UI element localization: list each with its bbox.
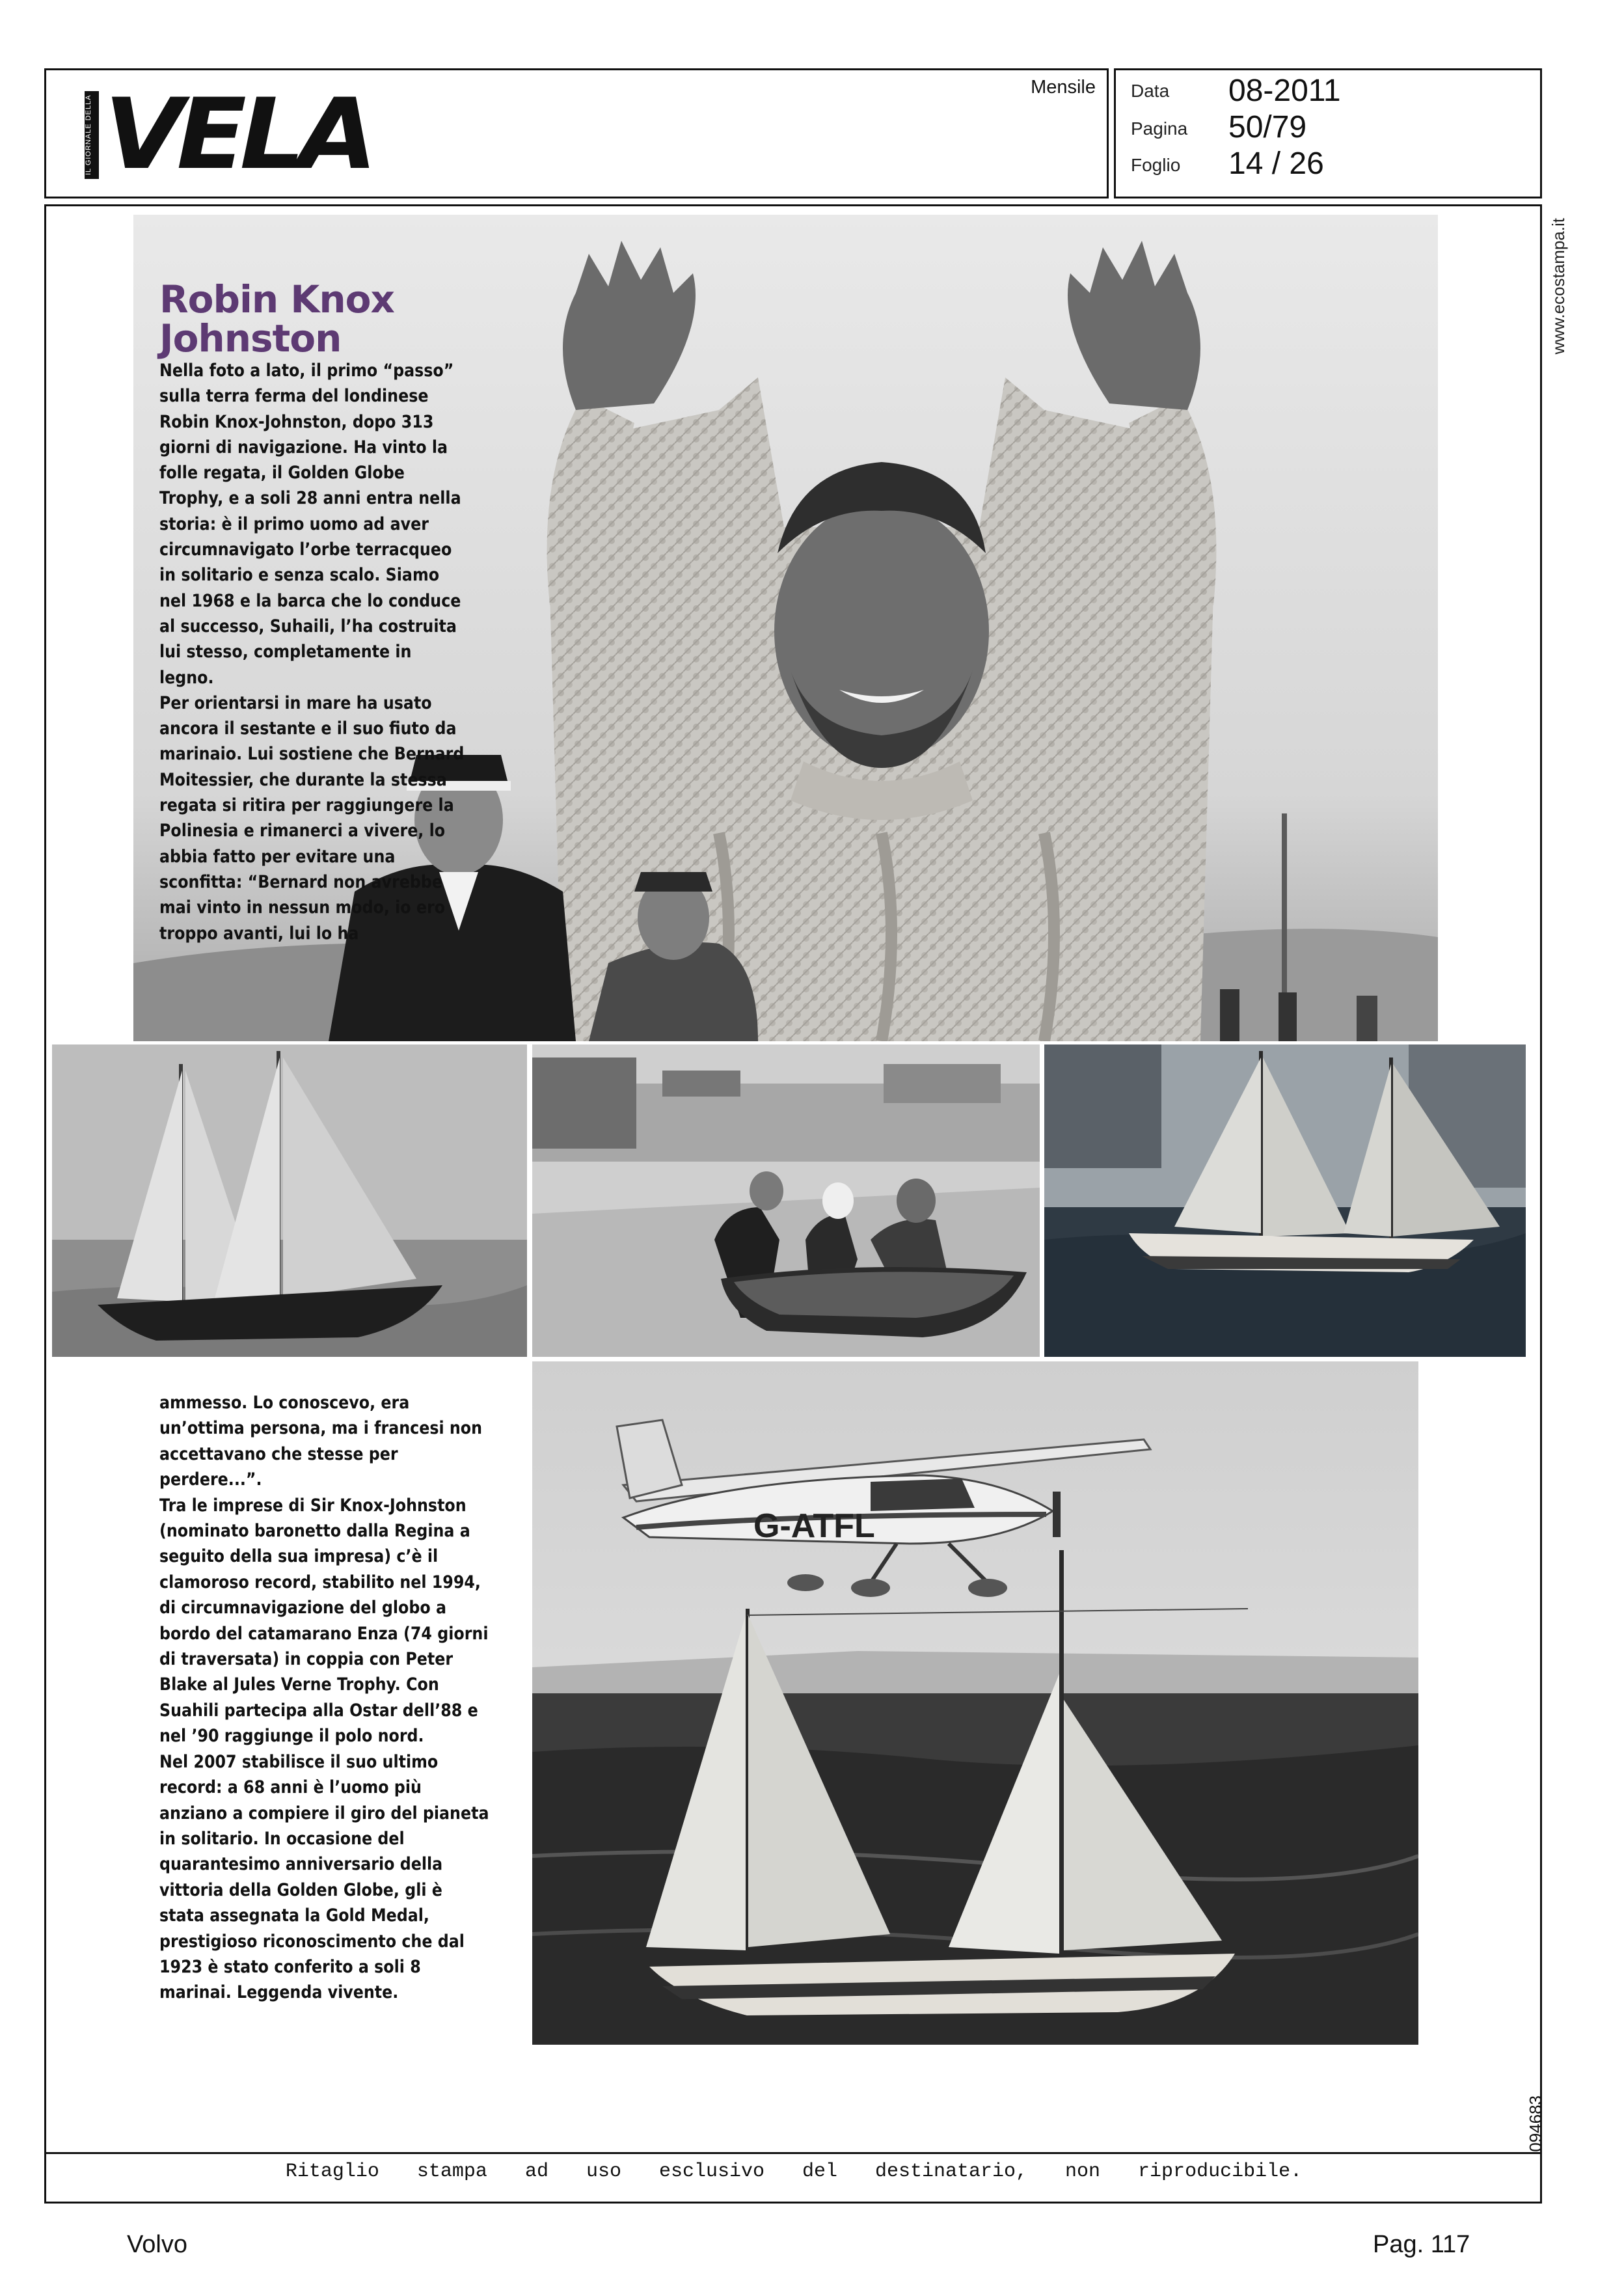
foglio-label: Foglio <box>1131 155 1181 175</box>
article-paragraph: Tra le imprese di Sir Knox-Johnston (nominato baronetto dalla Regina a seguito della sua impresa) c’è il clamoroso record, stabilito nel 1994, di circumnavigazione del globo a bordo del catamarano Enza (74 giorni di traversata) in coppia con Peter Blake al Jules Verne Trophy. Con Suahili partecipa alla Ostar dell’88 e nel ’90 raggiunge il polo nord. <box>159 1495 489 1747</box>
photo-dinghy-shore <box>532 1044 1040 1357</box>
photo-yacht-harbour <box>1044 1044 1526 1357</box>
pagina-value: 50/79 <box>1228 110 1307 144</box>
article-paragraph: Nel 2007 stabilisce il suo ultimo record: a 68 anni è l’uomo più anziano a compiere il giro del pianeta in solitario. In occasione del quarantesimo anniversario della vittoria della Golden Globe, gli è stata assegnata la Gold Medal, prestigioso riconoscimento che dal 1923 è stato conferito a soli 8 marinai. Leggenda vivente. <box>159 1751 489 2003</box>
client-label: Volvo <box>127 2231 187 2258</box>
data-label: Data <box>1131 81 1170 101</box>
logo-side-text: IL GIORNALE DELLA <box>85 91 99 179</box>
vela-logo <box>85 78 371 191</box>
data-value: 08-2011 <box>1228 74 1341 108</box>
clipping-notice: Ritaglio stampa ad uso esclusivo del destinatario, non riproducibile. <box>285 2161 1303 2183</box>
footer-rule <box>44 2152 1542 2154</box>
photo-ketch-sailing <box>52 1044 527 1357</box>
page-number: Pag. 117 <box>1373 2231 1470 2258</box>
article-paragraph: Per orientarsi in mare ha usato ancora il sestante e il suo fiuto da marinaio. Lui sostiene che Bernard Moitessier, che durante la stessa regata si ritira per raggiungere la Polinesia e rimanerci a vivere, lo abbia fatto per evitare una sconfitta: “Bernard non avrebbe mai vinto in nessun modo, io ero troppo avanti, lui lo ha <box>159 692 465 944</box>
side-url: www.ecostampa.it <box>1549 218 1568 355</box>
article-column-2 <box>159 1390 491 2006</box>
plane-registration: G-ATFL <box>753 1507 875 1545</box>
photo-plane-over-yacht <box>532 1361 1418 2045</box>
article-title-line2: Johnston <box>159 316 342 361</box>
article-paragraph: Nella foto a lato, il primo “passo” sulla terra ferma del londinese Robin Knox-Johnston, dopo 313 giorni di navigazione. Ha vinto la folle regata, il Golden Globe Trophy, e a soli 28 anni entra nella storia: è il primo uomo ad aver circumnavigato l’orbe terracqueo in solitario e senza scalo. Siamo nel 1968 e la barca che lo conduce al successo, Suhaili, l’ha costruita lui stesso, completamente in legno. <box>159 361 461 688</box>
logo-text: VELA <box>104 78 371 191</box>
article-title <box>159 277 394 361</box>
article-title-line1: Robin Knox <box>159 277 394 321</box>
side-code: 094683 <box>1526 2095 1545 2152</box>
article-column-1 <box>159 358 468 946</box>
foglio-value: 14 / 26 <box>1228 146 1324 181</box>
article-paragraph: ammesso. Lo conoscevo, era un’ottima persona, ma i francesi non accettavano che stesse per perdere...”. <box>159 1393 483 1490</box>
frequency-label: Mensile <box>1031 77 1096 98</box>
pagina-label: Pagina <box>1131 118 1188 139</box>
